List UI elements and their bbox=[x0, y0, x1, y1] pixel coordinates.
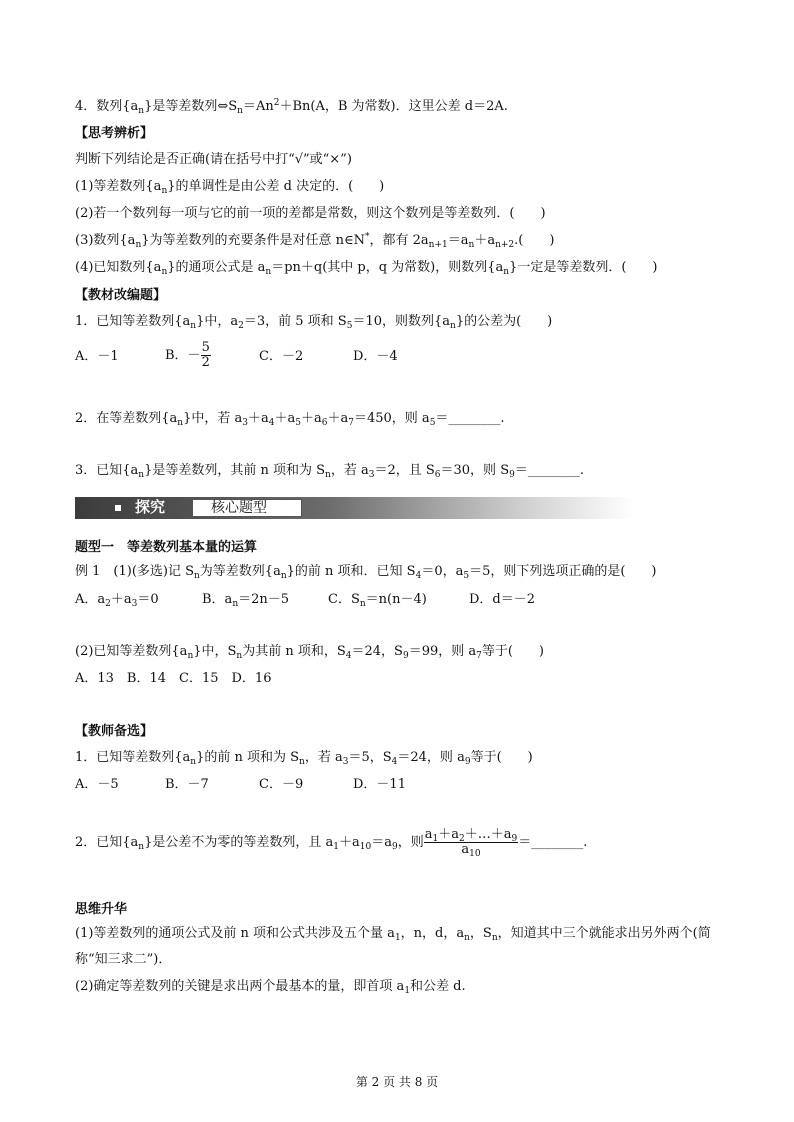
banner-subtitle: 核心题型 bbox=[211, 500, 267, 516]
banner-title: 探究 bbox=[135, 499, 166, 516]
teacher-question-2: 2．已知$\{a_n\}$是公差不为零的等差数列，且 $a_1+a_{10}=a_9$，则 $\frac{a_1+a_2+\dots+a_9}{a_{10}}$ ＝________. bbox=[75, 827, 588, 859]
teacher-question-1: 1．已知等差数列$\{a_n\}$的前 n 项和为 $S_n$，若 $a_3=5$，$S_4=24$，则 $a_9$等于( ) bbox=[75, 750, 533, 767]
fraction: $\frac{a_1+a_2+\dots+a_9}{a_{10}}$ bbox=[424, 827, 518, 859]
t1-option-d: D．－11 bbox=[353, 777, 406, 792]
summary-point-1: (1)等差数列的通项公式及前 n 项和公式共涉及五个量 $a_1$，n，d，$a_n$，$S_n$，知道其中三个就能求出另外两个(简 bbox=[75, 926, 711, 943]
textbook-question-3: 3．已知$\{a_n\}$是等差数列，其前 n 项和为 $S_n$，若 $a_3=2$，且 $S_6=30$，则 $S_9=\_\_\_\_\_\_\_\_$. bbox=[75, 463, 584, 480]
page-footer: 第 2 页 共 8 页 bbox=[355, 1075, 439, 1089]
judge-item-3: (3)数列$\{a_n\}$为等差数列的充要条件是对任意 n∈N*，都有 $2a_{n+1}=a_n+a_{n+2}$.( ) bbox=[75, 232, 555, 250]
ex1-option-c: C．$S_n=n(n-4)$ bbox=[328, 592, 427, 609]
textbook-question-2: 2．在等差数列$\{a_n\}$中，若 $a_3+a_4+a_5+a_6+a_7=450$，则 $a_5=\_\_\_\_\_\_\_\_$. bbox=[75, 411, 505, 428]
example-1-question: 例 1 (1)(多选)记 $S_n$为等差数列$\{a_n\}$的前 n 项和．已知 $S_4=0$，$a_5=5$，则下列选项正确的是( ) bbox=[75, 564, 657, 581]
fraction: $\frac{5}{2}$ bbox=[201, 340, 210, 370]
section-heading-jiaocai: 【教材改编题】 bbox=[75, 287, 167, 302]
q1-option-b: B．－ $\frac{5}{2}$ bbox=[165, 340, 210, 370]
textbook-question-1: 1．已知等差数列$\{a_n\}$中，$a_2=3$，前 5 项和 $S_5=10$，则数列$\{a_n\}$的公差为( ) bbox=[75, 314, 553, 331]
example-1-part-2: (2)已知等差数列$\{a_n\}$中，$S_n$为其前 n 项和，$S_4=24$，$S_9=99$，则 $a_7$等于( ) bbox=[75, 644, 545, 661]
summary-point-2: (2)确定等差数列的关键是求出两个最基本的量，即首项 $a_1$和公差 d. bbox=[75, 979, 466, 996]
ex1-option-b: B．$a_n=2n-5$ bbox=[202, 592, 290, 609]
section-heading-sikao: 【思考辨析】 bbox=[75, 125, 154, 140]
property-4-line: 4．数列$\{a_n\}$是等差数列$\Leftrightarrow S_n=An^2+Bn(A$，B 为常数)．这里公差 d＝2A. bbox=[75, 98, 508, 116]
t1-option-c: C．－9 bbox=[259, 777, 304, 792]
q1-option-a: A．－1 bbox=[75, 349, 119, 364]
judge-item-1: (1)等差数列$\{a_n\}$的单调性是由公差 d 决定的．( ) bbox=[75, 179, 385, 196]
ex1-option-a: A．$a_2+a_3=0$ bbox=[75, 592, 159, 609]
judge-item-2: (2)若一个数列每一项与它的前一项的差都是常数，则这个数列是等差数列．( ) bbox=[75, 206, 546, 221]
judge-item-4: (4)已知数列$\{a_n\}$的通项公式是 $a_n=pn+q$(其中 p，q 为常数)，则数列$\{a_n\}$一定是等差数列．( ) bbox=[75, 260, 658, 277]
judge-instruction: 判断下列结论是否正确(请在括号中打“√”或“×”) bbox=[75, 152, 352, 167]
square-bullet-icon bbox=[115, 505, 121, 511]
ex1-option-d: D．d＝－2 bbox=[469, 592, 536, 607]
summary-point-1-cont: 称“知三求二”)． bbox=[75, 952, 172, 967]
ex2-options: A．13 B．14 C．15 D．16 bbox=[75, 671, 272, 686]
q1-option-c: C．－2 bbox=[259, 349, 304, 364]
t1-option-a: A．－5 bbox=[75, 777, 119, 792]
summary-heading: 思维升华 bbox=[75, 901, 128, 916]
q1-option-d: D．－4 bbox=[353, 349, 398, 364]
section-banner bbox=[75, 497, 633, 519]
topic-heading: 题型一 等差数列基本量的运算 bbox=[75, 539, 258, 554]
section-heading-jiaoshi: 【教师备选】 bbox=[75, 723, 154, 738]
t1-option-b: B．－7 bbox=[165, 777, 209, 792]
